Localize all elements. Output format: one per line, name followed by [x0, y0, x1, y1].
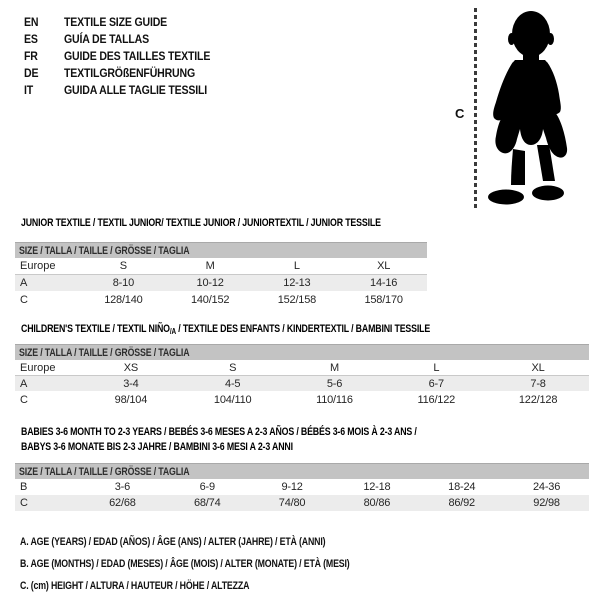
lang-code: DE [24, 65, 39, 80]
cell: 74/80 [278, 497, 306, 509]
table-row-c [15, 291, 427, 308]
children-table-title [21, 323, 430, 336]
lang-title: GUIDA ALLE TAGLIE TESSILI [64, 82, 208, 97]
lang-code: IT [24, 82, 34, 97]
cell: 6-7 [428, 377, 444, 390]
lang-code: EN [24, 14, 39, 29]
lang-title: GUÍA DE TALLAS [64, 31, 149, 46]
row-label: C [20, 393, 28, 406]
cell: 10-12 [196, 277, 224, 289]
junior-table-title: JUNIOR TEXTILE / TEXTIL JUNIOR/ TEXTILE JUNIOR / JUNIORTEXTIL / JUNIOR TESSILE [21, 217, 381, 229]
cell: M [205, 260, 215, 272]
table-row-a [15, 376, 589, 391]
row-label: Europe [20, 361, 56, 374]
cell: 12-18 [363, 481, 391, 493]
cell: 116/122 [417, 393, 456, 406]
table-row-c [15, 391, 589, 408]
junior-size-table [15, 242, 427, 308]
lang-row-it [24, 81, 230, 98]
table-row-b [15, 479, 589, 495]
table-row-europe [15, 258, 427, 275]
cell: L [293, 260, 300, 272]
cell: S [229, 361, 237, 374]
cell: 24-36 [532, 481, 561, 493]
title-part: CHILDREN'S TEXTILE / TEXTIL NIÑO [21, 323, 170, 335]
lang-code: ES [24, 31, 38, 46]
cell: 3-6 [114, 481, 131, 493]
title-subscript: /A [169, 327, 176, 336]
size-header-label: SIZE / TALLA / TAILLE / GRÖSSE / TAGLIA [19, 346, 190, 359]
row-label: C [20, 293, 28, 306]
table-row-europe [15, 360, 589, 376]
cell: XL [377, 260, 391, 272]
lang-code: FR [24, 48, 38, 63]
footnote-a: A. AGE (YEARS) / EDAD (AÑOS) / ÂGE (ANS) / ALTER (JAHRE) / ETÀ (ANNI) [20, 536, 326, 548]
size-header-bar [15, 242, 427, 258]
cell: 68/74 [193, 497, 221, 509]
cell: 86/92 [448, 497, 475, 509]
row-label: Europe [20, 260, 56, 272]
cell: XL [531, 361, 545, 374]
cell: 104/110 [213, 393, 252, 406]
lang-row-fr [24, 47, 230, 64]
footnote-b: B. AGE (MONTHS) / EDAD (MESES) / ÂGE (MOIS) / ALTER (MONATE) / ETÀ (MESI) [20, 558, 350, 570]
cell: 5-6 [326, 377, 343, 390]
baby-silhouette-svg [482, 8, 574, 212]
cell: M [330, 361, 339, 374]
table-row-c [15, 495, 589, 511]
cell: 14-16 [370, 277, 398, 289]
footnote-c: C. (cm) HEIGHT / ALTURA / HAUTEUR / HÖHE / ALTEZZA [20, 580, 250, 592]
cell: 122/128 [518, 393, 558, 406]
baby-silhouette-icon [482, 8, 574, 212]
cell: 8-10 [112, 277, 134, 289]
row-label: A [20, 377, 28, 390]
lang-row-de [24, 64, 230, 81]
cell: 7-8 [530, 377, 546, 390]
size-header-bar [15, 344, 589, 360]
row-label: B [20, 481, 28, 493]
cell: 62/68 [109, 497, 136, 509]
title-part: / TEXTILE DES ENFANTS / KINDERTEXTIL / BAMBINI TESSILE [175, 323, 431, 335]
row-label: A [20, 277, 28, 289]
size-header-label: SIZE / TALLA / TAILLE / GRÖSSE / TAGLIA [19, 465, 190, 478]
lang-row-es [24, 30, 230, 47]
table-row-a [15, 275, 427, 291]
cell: 12-13 [283, 277, 311, 289]
height-measure-dashed-line [474, 8, 477, 210]
cell: XS [123, 361, 139, 374]
row-label: C [20, 497, 28, 509]
cell: 92/98 [533, 497, 560, 509]
cell: 140/152 [190, 293, 230, 306]
cell: 158/170 [364, 293, 403, 306]
lang-row-en [24, 13, 230, 30]
height-marker-label: C [455, 106, 465, 121]
babies-table-title-line1: BABIES 3-6 MONTH TO 2-3 YEARS / BEBÉS 3-6 MESES A 2-3 AÑOS / BÉBÉS 3-6 MOIS À 2-3 ANS / [21, 426, 417, 438]
babies-size-table [15, 463, 589, 511]
language-title-list [24, 13, 230, 98]
cell: L [433, 361, 440, 374]
children-size-table [15, 344, 589, 408]
cell: 18-24 [448, 481, 476, 493]
size-header-label: SIZE / TALLA / TAILLE / GRÖSSE / TAGLIA [19, 244, 190, 257]
cell: 4-5 [225, 377, 241, 390]
babies-table-title-line2: BABYS 3-6 MONATE BIS 2-3 JAHRE / BAMBINI 3-6 MESI A 2-3 ANNI [21, 441, 293, 453]
cell: 128/140 [104, 293, 143, 306]
cell: 6-9 [199, 481, 215, 493]
lang-title: TEXTILE SIZE GUIDE [64, 14, 168, 29]
footnote-list [20, 531, 432, 597]
cell: 80/86 [363, 497, 391, 509]
lang-title: GUIDE DES TAILLES TEXTILE [64, 48, 211, 63]
cell: S [119, 260, 127, 272]
cell: 110/116 [316, 393, 353, 406]
size-header-bar [15, 463, 589, 479]
lang-title: TEXTILGRÖßENFÜHRUNG [64, 65, 196, 80]
cell: 98/104 [114, 393, 148, 406]
cell: 152/158 [277, 293, 317, 306]
cell: 3-4 [123, 377, 139, 390]
cell: 9-12 [281, 481, 303, 493]
